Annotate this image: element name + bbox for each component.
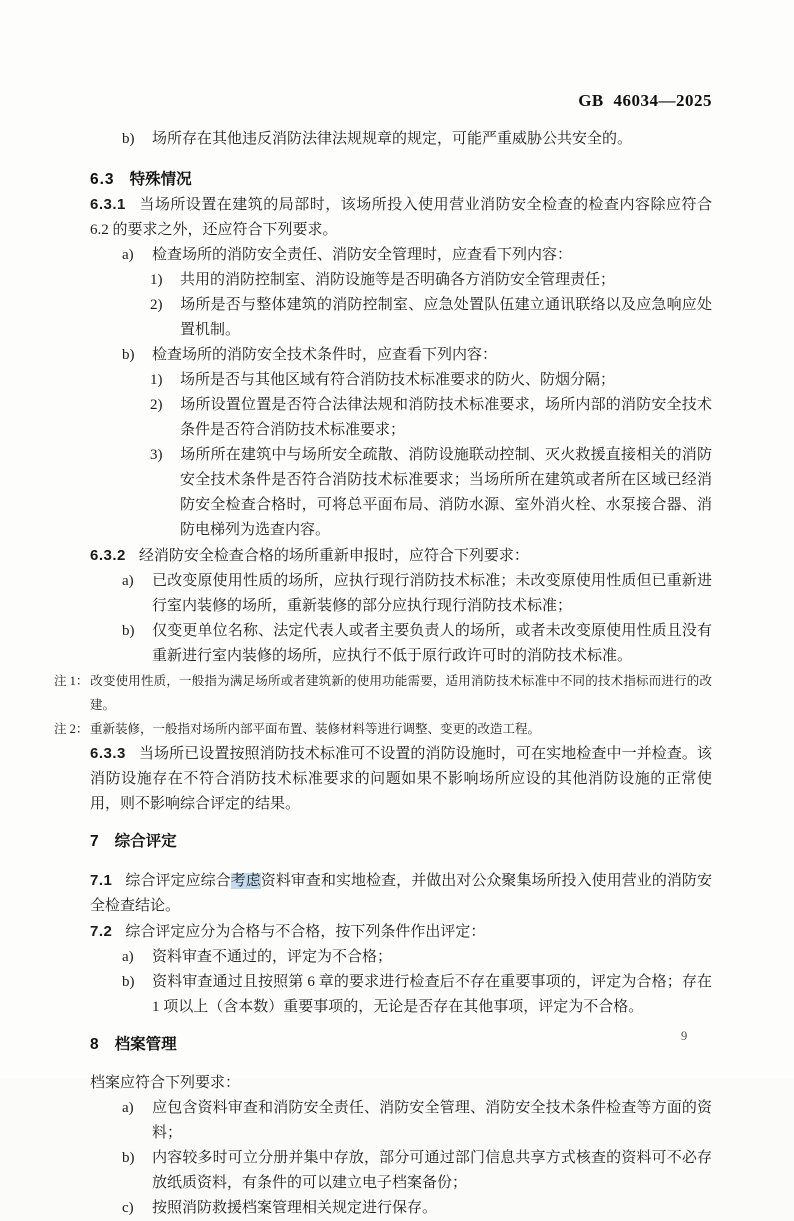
text-segment: 综合评定应综合 [125,873,231,889]
list-item-b: b) 资料审查通过且按照第 6 章的要求进行检查后不存在重要事项的，评定为合格；存在 1 项以上（含本数）重要事项的，无论是否存在其他事项，评定为不合格。 [90,970,712,1020]
document-content [54,127,712,1221]
text-segment: 资料审查和实地检查，并做出对公众聚集场所投入使用营业的消防安全检查结论。 [90,873,712,914]
page-number: 9 [681,1029,688,1043]
list-item-label: c) [122,1200,134,1216]
list-item-label: 1) [150,272,163,288]
highlighted-text: 考虑 [230,873,261,889]
list-item-c: c) 按照消防救援档案管理相关规定进行保存。 [90,1196,712,1221]
list-item-a: a) 应包含资料审查和消防安全责任、消防安全管理、消防安全技术条件检查等方面的资料； [90,1096,712,1146]
standard-number-header: GB 46034—2025 [578,91,712,110]
list-item-b: b) 内容较多时可立分册并集中存放，部分可通过部门信息共享方式核查的资料可不必存放纸质资料，有条件的可以建立电子档案备份； [90,1146,712,1196]
list-item-b: b) 仅变更单位名称、法定代表人或者主要负责人的场所，或者未改变原使用性质且没有重新进行室内装修的场所，应执行不低于原行政许可时的消防技术标准。 [90,619,712,669]
list-item-label: a) [122,1100,134,1116]
list-item-b: b) 场所存在其他违反消防法律法规规章的规定，可能严重威胁公共安全的。 [90,127,712,152]
list-item-2: 2) 场所设置位置是否符合法律法规和消防技术标准要求，场所内部的消防安全技术条件是否符合消防技术标准要求； [90,393,712,443]
heading-number: 8 [90,1036,100,1053]
heading-number: 6.3 [90,171,115,188]
clause-7-1 [90,868,712,919]
section-heading-6-3 [90,167,712,192]
list-item-label: b) [122,974,135,990]
list-item-label: b) [122,347,135,363]
list-item-label: 3) [150,447,163,463]
list-item-label: a) [122,573,134,589]
note: 注 2： 重新装修，一般指对场所内部平面布置、装修材料等进行调整、变更的改造工程。 [90,717,712,741]
list-item-b: b) 检查场所的消防安全技术条件时，应查看下列内容： [90,343,712,368]
note-label: 注 2： [54,722,89,736]
clause-number: 6.3.2 [90,547,126,564]
clause-6-3-1: 6.3.1 当场所设置在建筑的局部时，该场所投入使用营业消防安全检查的检查内容除应符合 6.2 的要求之外，还应符合下列要求。 [90,196,712,238]
list-item-a: a) 检查场所的消防安全责任、消防安全管理时，应查看下列内容： [90,243,712,268]
note-label: 注 1： [54,674,89,688]
list-item-1: 1) 共用的消防控制室、消防设施等是否明确各方消防安全管理责任； [90,268,712,293]
heading-number: 7 [90,833,100,850]
section-heading-8 [90,1032,712,1057]
clause-6-3-3: 6.3.3 当场所已设置按照消防技术标准可不设置的消防设施时，可在实地检查中一并检查。该消防设施存在不符合消防技术标准要求的问题如果不影响场所应设的其他消防设施的正常使用，则不影响综合评定的结果。 [90,745,712,812]
section-heading-7 [90,829,712,854]
clause-number: 6.3.1 [90,196,126,213]
list-item-3: 3) 场所所在建筑中与场所安全疏散、消防设施联动控制、灭火救援直接相关的消防安全技术条件是否符合消防技术标准要求；当场所所在建筑或者所在区域已经消防安全检查合格时，可将总平面布局、消防水源、室外消火栓、水泵接合器、消防电梯列为选查内容。 [90,443,712,543]
clause-number: 7.1 [90,872,113,889]
clause-number: 7.2 [90,923,113,940]
list-item-label: 2) [150,297,163,313]
list-item-1: 1) 场所是否与其他区域有符合消防技术标准要求的防火、防烟分隔； [90,368,712,393]
clause-7-2: 7.2 综合评定应分为合格与不合格，按下列条件作出评定： [90,923,486,940]
list-item-a: a) 已改变原使用性质的场所，应执行现行消防技术标准；未改变原使用性质但已重新进行室内装修的场所，重新装修的部分应执行现行消防技术标准； [90,569,712,619]
heading-title: 综合评定 [114,833,177,850]
list-item-label: b) [122,131,135,147]
clause-6-3-2: 6.3.2 经消防安全检查合格的场所重新申报时，应符合下列要求： [90,547,529,564]
heading-title: 档案管理 [114,1036,177,1053]
list-item-label: 2) [150,397,163,413]
list-item-label: a) [122,949,134,965]
list-item-label: 1) [150,372,163,388]
list-item-label: a) [122,247,134,263]
list-item-a: a) 资料审查不通过的，评定为不合格； [90,945,712,970]
note: 注 1： 改变使用性质，一般指为满足场所或者建筑新的使用功能需要，适用消防技术标准中不同的技术指标而进行的改建。 [90,669,712,717]
list-item-2: 2) 场所是否与整体建筑的消防控制室、应急处置队伍建立通讯联络以及应急响应处置机制。 [90,293,712,343]
paragraph: 档案应符合下列要求： [90,1075,241,1091]
list-item-label: b) [122,1150,135,1166]
heading-title: 特殊情况 [129,171,192,188]
clause-number: 6.3.3 [90,745,126,762]
list-item-label: b) [122,623,135,639]
